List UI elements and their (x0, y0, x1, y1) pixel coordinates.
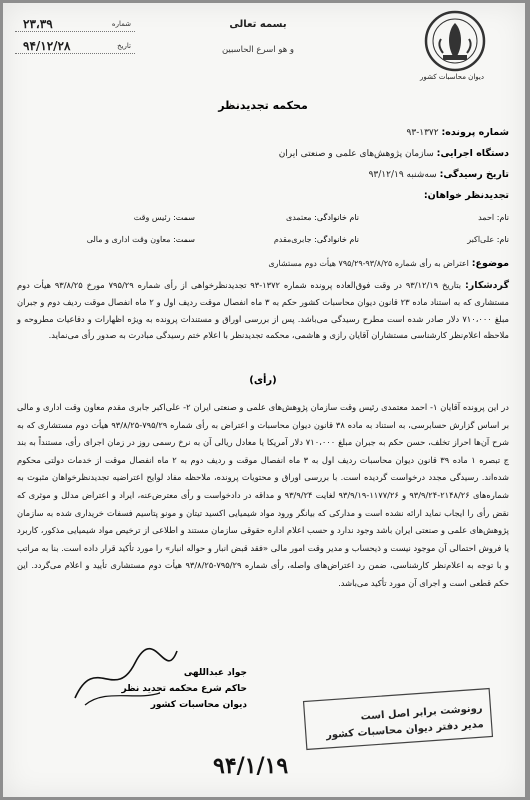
signature-name: جواد عبداللهی (183, 668, 247, 678)
appellant2-name-cell (429, 235, 509, 244)
slogan: و هو اسرع الحاسبین (221, 45, 295, 55)
signature-scribble-icon (65, 643, 185, 713)
org-caption: دیوان محاسبات کشور (420, 73, 484, 81)
appellant2-family-cell (199, 235, 359, 244)
case-number-label: شماره پرونده: (441, 127, 509, 138)
appellant1-name-cell (429, 213, 509, 222)
report-paragraph (17, 277, 509, 344)
appellant2-name-label: نام: (496, 235, 509, 244)
meta-date-value: ۹۴/۱۲/۲۸ (23, 39, 71, 53)
ruling-title: (رأی) (249, 375, 277, 386)
agency-row (19, 148, 509, 159)
meta-date-label: تاریخ (117, 42, 131, 50)
meta-box (15, 13, 135, 61)
appellant1-post: رئیس وقت (133, 213, 171, 222)
review-date-value: سه‌شنبه ۹۳/۱۲/۱۹ (368, 170, 437, 180)
appellants-label: تجدیدنظر خواهان: (423, 190, 509, 201)
appellant2-post-cell (25, 235, 195, 244)
subject-value: اعتراض به رأی شماره ۹۳/۸/۲۵-۷۹۵/۲۹ هیأت دوم مستشاری (268, 259, 469, 268)
report-label: گردشکار: (464, 280, 509, 291)
appellant1-family: معتمدی (285, 213, 312, 222)
subject-row (19, 258, 509, 269)
appellant2-name: علی‌اکبر (467, 235, 495, 244)
copy-stamp (301, 686, 494, 751)
case-number-value: ۱۳۷۲-۹۳ (406, 128, 439, 138)
appellant2-family-label: نام خانوادگی: (314, 235, 359, 244)
appellant1-family-label: نام خانوادگی: (314, 213, 359, 222)
date-row (19, 169, 509, 180)
appellant1-name-label: نام: (496, 213, 509, 222)
appellant2-family: جابری‌مقدم (273, 235, 312, 244)
appellant1-post-cell (25, 213, 195, 222)
meta-date-row (15, 35, 135, 54)
basmala: بسمه تعالی (229, 19, 287, 30)
appellant2-post: معاون وقت اداری و مالی (86, 235, 171, 244)
meta-number-value: ۲۳،۳۹ (23, 17, 53, 31)
appellant1-family-cell (199, 213, 359, 222)
agency-label: دستگاه اجرایی: (436, 148, 509, 159)
meta-number-label: شماره (111, 20, 131, 28)
case-number-row (19, 127, 509, 138)
report-text: بتاریخ ۹۳/۱۲/۱۹ در وقت فوق‌العاده پرونده شماره ۱۳۷۲-۹۳ تجدیدنظرخواهی از رأی شماره ۷۹۵/۲۹ مورخ ۹۳/۸/۲۵ هیأت دوم مستشاری که به استناد ماده ۲۳ قانون دیوان محاسبات کشور حکم به ۳ ماه انفصال موقت ردیف اول و ۲ ماه انفصال موقت ردیف دوم و جبران مبلغ ۷۱۰،۰۰۰ دلار صادر شده است مطرح رسیدگی می‌باشد. پس از بررسی اوراق و مستندات پرونده به ویژه اظهارات و دفاعیات مطروحه و ملاحظه اعلام‌نظر کارشناسی مستشاران آقایان رازی و هاشمی، محکمه تجدیدنظر با اعلام ختم رسیدگی مبادرت به صدور رأی می‌نماید. (17, 280, 509, 341)
document-page (3, 3, 525, 797)
meta-number-row (15, 13, 135, 32)
appellant1-name: احمد (478, 213, 495, 222)
agency-value: سازمان پژوهش‌های علمی و صنعتی ایران (278, 149, 434, 159)
court-title: محکمه تجدیدنظر (218, 99, 308, 112)
signature-title2: دیوان محاسبات کشور (150, 700, 247, 710)
bottom-date: ۹۴/۱/۱۹ (213, 753, 289, 779)
subject-label: موضوع: (471, 258, 509, 269)
appellant1-post-label: سمت: (173, 213, 195, 222)
appellant2-post-label: سمت: (173, 235, 195, 244)
appellants-row (19, 190, 509, 201)
ruling-text: در این پرونده آقایان ۱- احمد معتمدی رئیس وقت سازمان پژوهش‌های علمی و صنعتی ایران ۲- علی‌اکبر جابری مقدم معاون وقت اداری و مالی بر اساس گزارش حسابرسی، به استناد به ماده ۳۸ قانون دیوان محاسبات و اعتراض به رأی شماره ۷۹۵/۲۹-۹۳/۸/۲۵ هیأت دوم مستشاری که به شرح آن‌ها احراز تخلف، حسن حکم به جبران مبلغ ۷۱۰،۰۰۰ دلار آمریکا یا معادل ریالی آن به نرخ رسمی روز در زمان اجرای رأی، مستنداً به بند ج تبصره ۱ ماده ۳۹ قانون دیوان محاسبات ردیف اول به ۳ ماه انفصال موقت و ردیف دوم به ۲ ماه انفصال موقت از خدمات دولتی محکوم شده‌اند. رسیدگی مجدد درخواست گردیده است. با بررسی اوراق و محتویات پرونده، ملاحظه مفاد لوایح اعتراضیه تجدیدنظرخواهان مثبوت به شماره‌های ۲۱۴۸/۲۶-۹۳/۹/۲۴ و ۱۱۷۷/۲۶-۹۳/۹/۱۹ لغایت ۹۳/۹/۲۴ و مداقه در دادخواست و رأی معترض‌عنه، ایراد و اعتراض مدلل و موثری که نقض رأی را ایجاب نماید ارائه نشده است و مدارکی که بیانگر ورود مواد شیمیایی اکسید تیتان و مونو پتاسیم فسفات خریداری شده به سازمان پژوهش‌های علمی و صنعتی ایران باشد وجود ندارد و حسب اعلام اداره حقوقی سازمان مستند و اطلاعی از ترخیص مواد شیمیایی مذکور، کاربرد یا فروش احتمالی آن موجود نیست و ذیحساب و مدیر وقت امور مالی «فقد قبض انبار و حواله انبار» را مورد تأکید قرار داده است. بنا به مراتب و با توجه به اعلام‌نظر کارشناسی، ضمن رد اعتراض‌های واصله، رأی شماره ۷۹۵/۲۹-۹۳/۸/۲۵ هیأت دوم مستشاری تأیید و اعلام می‌گردد. این حکم قطعی است و اجرای آن مورد تأکید می‌باشد. (17, 402, 510, 588)
emblem-icon (423, 9, 487, 73)
review-date-label: تاریخ رسیدگی: (439, 169, 509, 180)
signature-title1: حاکم شرع محکمه تجدید نظر (121, 684, 247, 694)
stamp-line1: رونوشت برابر اصل است (360, 703, 483, 723)
stamp-line2: مدیر دفتر دیوان محاسبات کشور (325, 719, 484, 742)
